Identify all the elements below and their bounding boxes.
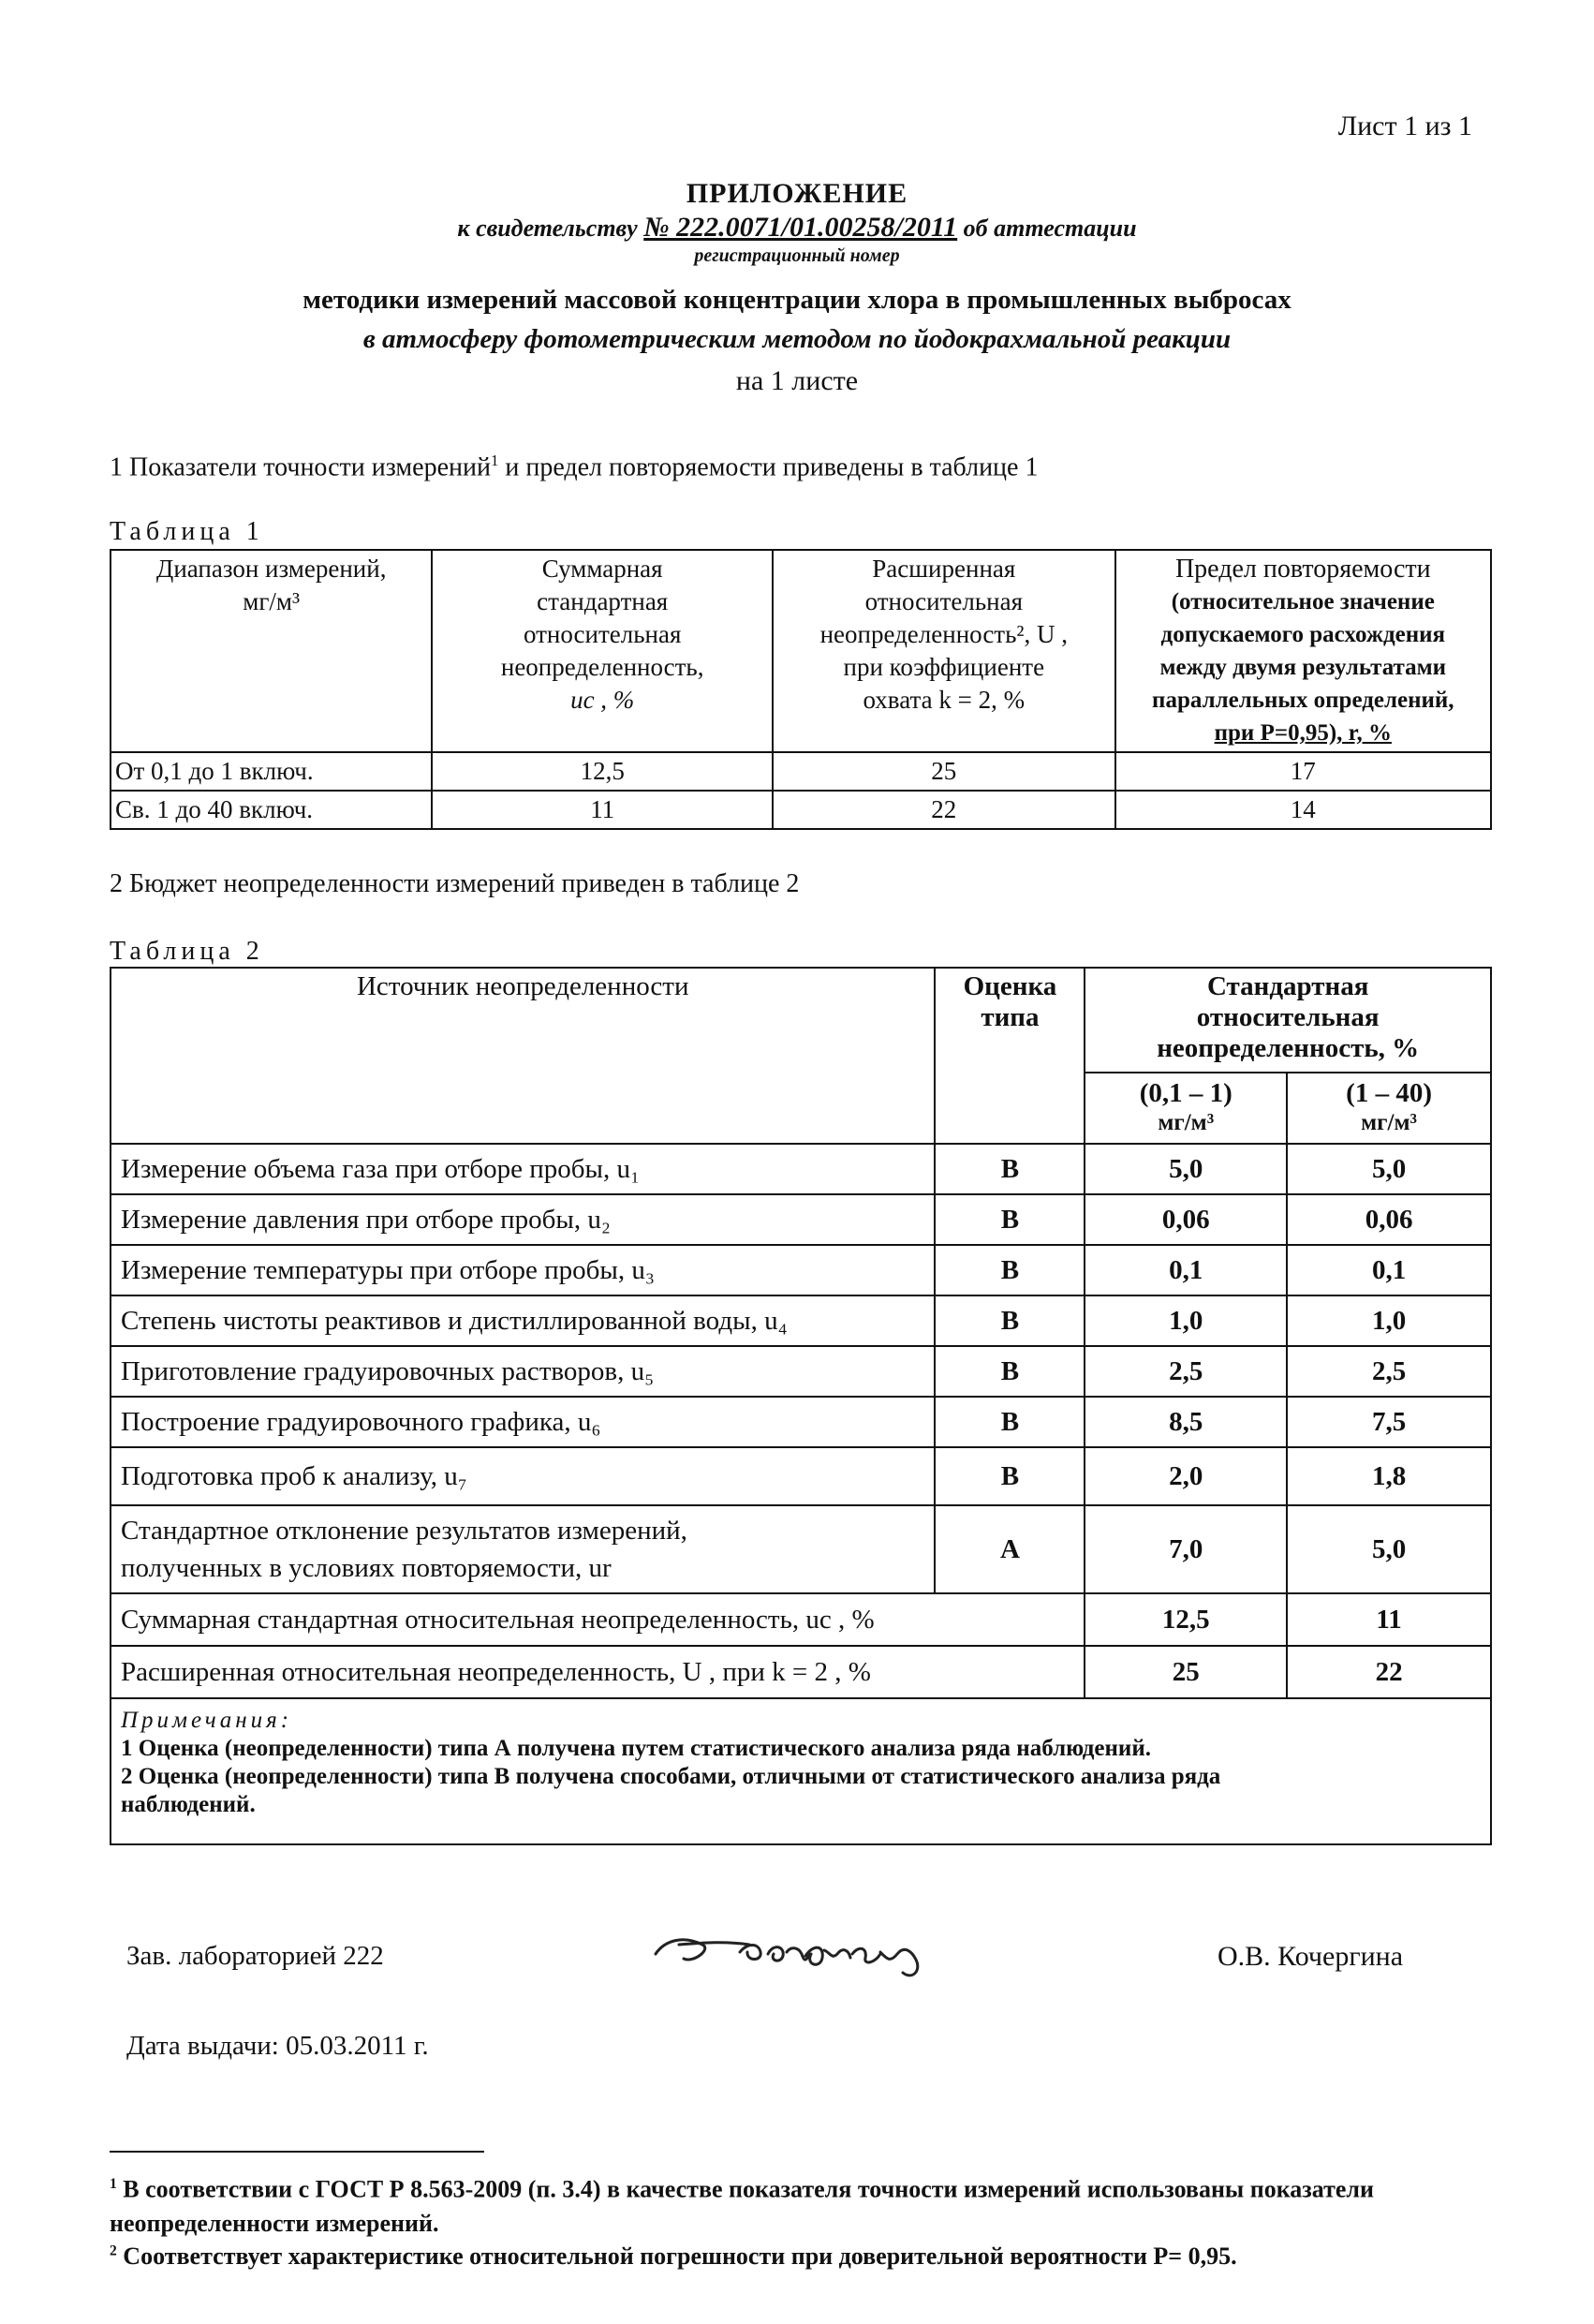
cell-value-2: 1,0	[1287, 1295, 1491, 1346]
cell-value-1: 2,0	[1085, 1447, 1287, 1505]
table-row	[111, 791, 1491, 829]
header-lim-d: между двумя результатами	[1159, 655, 1447, 680]
cert-suffix: об аттестации	[963, 215, 1137, 242]
header-std-b: относительная	[1196, 1002, 1380, 1032]
section-1-text	[110, 451, 1038, 482]
cell-U: 22	[773, 791, 1115, 829]
header-std-uncertainty	[1085, 968, 1491, 1073]
table-1-caption: Таблица 1	[110, 517, 264, 546]
header-exp-a: Расширенная	[872, 555, 1016, 583]
cell-source: Приготовление градуировочных растворов, u₅	[111, 1346, 935, 1397]
header-exp-b: относительная	[864, 587, 1023, 615]
footnote-1	[110, 2168, 1496, 2241]
header-source: Источник неопределенности	[111, 968, 935, 1144]
header-type-a: Оценка	[963, 971, 1057, 1001]
header-std-d: неопределенность,	[500, 653, 704, 681]
header-range-1	[1085, 1073, 1287, 1144]
cell-type: B	[935, 1144, 1085, 1194]
table-row	[111, 1245, 1491, 1295]
cell-value-2: 5,0	[1287, 1144, 1491, 1194]
header-lim-f: при P=0,95), r, %	[1214, 720, 1392, 746]
section-2-text: 2 Бюджет неопределенности измерений приведен в таблице 2	[110, 869, 800, 898]
cell-source: Измерение температуры при отборе пробы, u₃	[111, 1245, 935, 1295]
total-std-value-1: 12,5	[1085, 1593, 1287, 1646]
cell-source: Степень чистоты реактивов и дистиллированной воды, u₄	[111, 1295, 935, 1346]
header-std-e: uc , %	[570, 686, 635, 714]
cell-source-b: полученных в условиях повторяемости, ur	[121, 1553, 612, 1583]
table-row	[111, 1194, 1491, 1245]
header-lim-c: допускаемого расхождения	[1160, 622, 1446, 647]
notes-row	[111, 1698, 1491, 1844]
cell-value-1: 1,0	[1085, 1295, 1287, 1346]
header-exp-e: охвата k = 2, %	[863, 686, 1026, 714]
header-exp-d: при коэффициенте	[843, 653, 1045, 681]
certificate-line	[0, 212, 1594, 244]
header-std-c: неопределенность, %	[1157, 1033, 1420, 1063]
header-lim-e: параллельных определений,	[1152, 688, 1454, 713]
document-title: ПРИЛОЖЕНИЕ	[686, 178, 908, 209]
footnote-2	[110, 2243, 1496, 2271]
header-r2-b: мг/м³	[1361, 1110, 1418, 1135]
table-1-header-row	[111, 550, 1491, 752]
cell-source: Построение градуировочного графика, u₆	[111, 1397, 935, 1447]
cell-value-2: 7,5	[1287, 1397, 1491, 1447]
table-1	[110, 549, 1492, 830]
cell-value-1: 7,0	[1085, 1505, 1287, 1593]
cell-source-a: Стандартное отклонение результатов измерений,	[121, 1516, 687, 1546]
header-r1-a: (0,1 – 1)	[1139, 1078, 1232, 1108]
handwritten-signature	[646, 1917, 983, 1991]
header-r1-b: мг/м³	[1158, 1110, 1215, 1135]
table-row	[111, 1295, 1491, 1346]
cell-r: 14	[1115, 791, 1491, 829]
sheet-number: Лист 1 из 1	[1337, 111, 1472, 141]
cell-value-1: 5,0	[1085, 1144, 1287, 1194]
total-exp-value-2: 22	[1287, 1646, 1491, 1698]
table-2	[110, 967, 1492, 1845]
total-std-row	[111, 1593, 1491, 1646]
cell-value-2: 5,0	[1287, 1505, 1491, 1593]
cell-source: Измерение давления при отборе пробы, u₂	[111, 1194, 935, 1245]
header-range-2	[1287, 1073, 1491, 1144]
cell-range: Св. 1 до 40 включ.	[111, 791, 432, 829]
notes-cell	[111, 1698, 1491, 1844]
method-line-2: в атмосферу фотометрическим методом по йодокрахмальной реакции	[362, 324, 1232, 354]
header-lim-a: Предел повторяемости	[1174, 555, 1431, 584]
footnote-divider	[110, 2151, 484, 2153]
cell-uc: 12,5	[432, 752, 773, 791]
method-line-1: методики измерений массовой концентрации хлора в промышленных выбросах	[303, 285, 1291, 315]
total-std-value-2: 11	[1287, 1593, 1491, 1646]
table-row	[111, 1447, 1491, 1505]
header-repeatability-limit	[1115, 550, 1491, 752]
header-range	[111, 550, 432, 752]
header-std-a: Суммарная	[541, 555, 663, 583]
cell-type: B	[935, 1397, 1085, 1447]
header-std-a: Стандартная	[1206, 971, 1369, 1001]
header-std-uncertainty	[432, 550, 773, 752]
cell-r: 17	[1115, 752, 1491, 791]
total-exp-value-1: 25	[1085, 1646, 1287, 1698]
footnote-2-text: Соответствует характеристике относительной погрешности при доверительной вероятности P= 0,95.	[116, 2243, 1237, 2270]
cert-number: № 222.0071/01.00258/2011	[643, 212, 958, 243]
table-row	[111, 752, 1491, 791]
cell-type: B	[935, 1447, 1085, 1505]
total-exp-row	[111, 1646, 1491, 1698]
header-type	[935, 968, 1085, 1144]
header-range-a: Диапазон измерений,	[155, 555, 387, 583]
cert-prefix: к свидетельству	[457, 215, 638, 242]
total-exp-label: Расширенная относительная неопределенность, U , при k = 2 , %	[111, 1646, 1085, 1698]
header-exp-c: неопределенность², U ,	[819, 620, 1069, 648]
cell-value-2: 0,1	[1287, 1245, 1491, 1295]
cell-uc: 11	[432, 791, 773, 829]
note-2b: наблюдений.	[121, 1792, 256, 1817]
table-2-caption: Таблица 2	[110, 937, 264, 966]
note-1: 1 Оценка (неопределенности) типа А получена путем статистического анализа ряда наблюдений.	[121, 1736, 1151, 1761]
cell-value-2: 0,06	[1287, 1194, 1491, 1245]
total-std-label: Суммарная стандартная относительная неопределенность, uc , %	[111, 1593, 1085, 1646]
issue-date: Дата выдачи: 05.03.2011 г.	[126, 2031, 429, 2061]
pages-line: на 1 листе	[735, 365, 859, 396]
cell-type: B	[935, 1346, 1085, 1397]
cell-type: A	[935, 1505, 1085, 1593]
position-label: Зав. лабораторией 222	[126, 1941, 384, 1971]
table-row	[111, 1144, 1491, 1194]
table-2-header-row	[111, 968, 1491, 1073]
header-std-b: стандартная	[537, 587, 669, 615]
table-row	[111, 1346, 1491, 1397]
table-row	[111, 1397, 1491, 1447]
section-1-text-b: и предел повторяемости приведены в таблице 1	[498, 452, 1039, 482]
signatory-name: О.В. Кочергина	[1218, 1941, 1404, 1972]
header-std-c: относительная	[523, 620, 682, 648]
footnote-1-mark: 1	[110, 2176, 117, 2192]
header-type-b: типа	[981, 1002, 1040, 1032]
section-1-text-a: 1 Показатели точности измерений	[110, 452, 491, 482]
header-range-b: мг/м³	[243, 587, 301, 615]
cell-source: Измерение объема газа при отборе пробы, u₁	[111, 1144, 935, 1194]
cell-value-1: 2,5	[1085, 1346, 1287, 1397]
cell-value-2: 2,5	[1287, 1346, 1491, 1397]
header-lim-b: (относительное значение	[1171, 589, 1435, 614]
reg-number-label: регистрационный номер	[694, 245, 900, 266]
cell-value-1: 0,1	[1085, 1245, 1287, 1295]
notes-title: Примечания:	[121, 1708, 293, 1733]
cell-value-2: 1,8	[1287, 1447, 1491, 1505]
cell-type: B	[935, 1295, 1085, 1346]
note-2a: 2 Оценка (неопределенности) типа В получена способами, отличными от статистического анализа ряда	[121, 1764, 1221, 1789]
footnote-2-mark: 2	[110, 2243, 117, 2259]
cell-source	[111, 1505, 935, 1593]
cell-type: B	[935, 1245, 1085, 1295]
header-r2-a: (1 – 40)	[1346, 1078, 1432, 1108]
cell-value-1: 8,5	[1085, 1397, 1287, 1447]
footnote-ref-1: 1	[490, 451, 499, 469]
cell-value-1: 0,06	[1085, 1194, 1287, 1245]
cell-type: B	[935, 1194, 1085, 1245]
table-row	[111, 1505, 1491, 1593]
cell-source: Подготовка проб к анализу, u₇	[111, 1447, 935, 1505]
footnote-1-text: В соответствии с ГОСТ Р 8.563-2009 (п. 3.4) в качестве показателя точности измерений использованы показатели неопределенности измерений.	[110, 2175, 1374, 2237]
header-expanded-uncertainty	[773, 550, 1115, 752]
cell-range: От 0,1 до 1 включ.	[111, 752, 432, 791]
cell-U: 25	[773, 752, 1115, 791]
